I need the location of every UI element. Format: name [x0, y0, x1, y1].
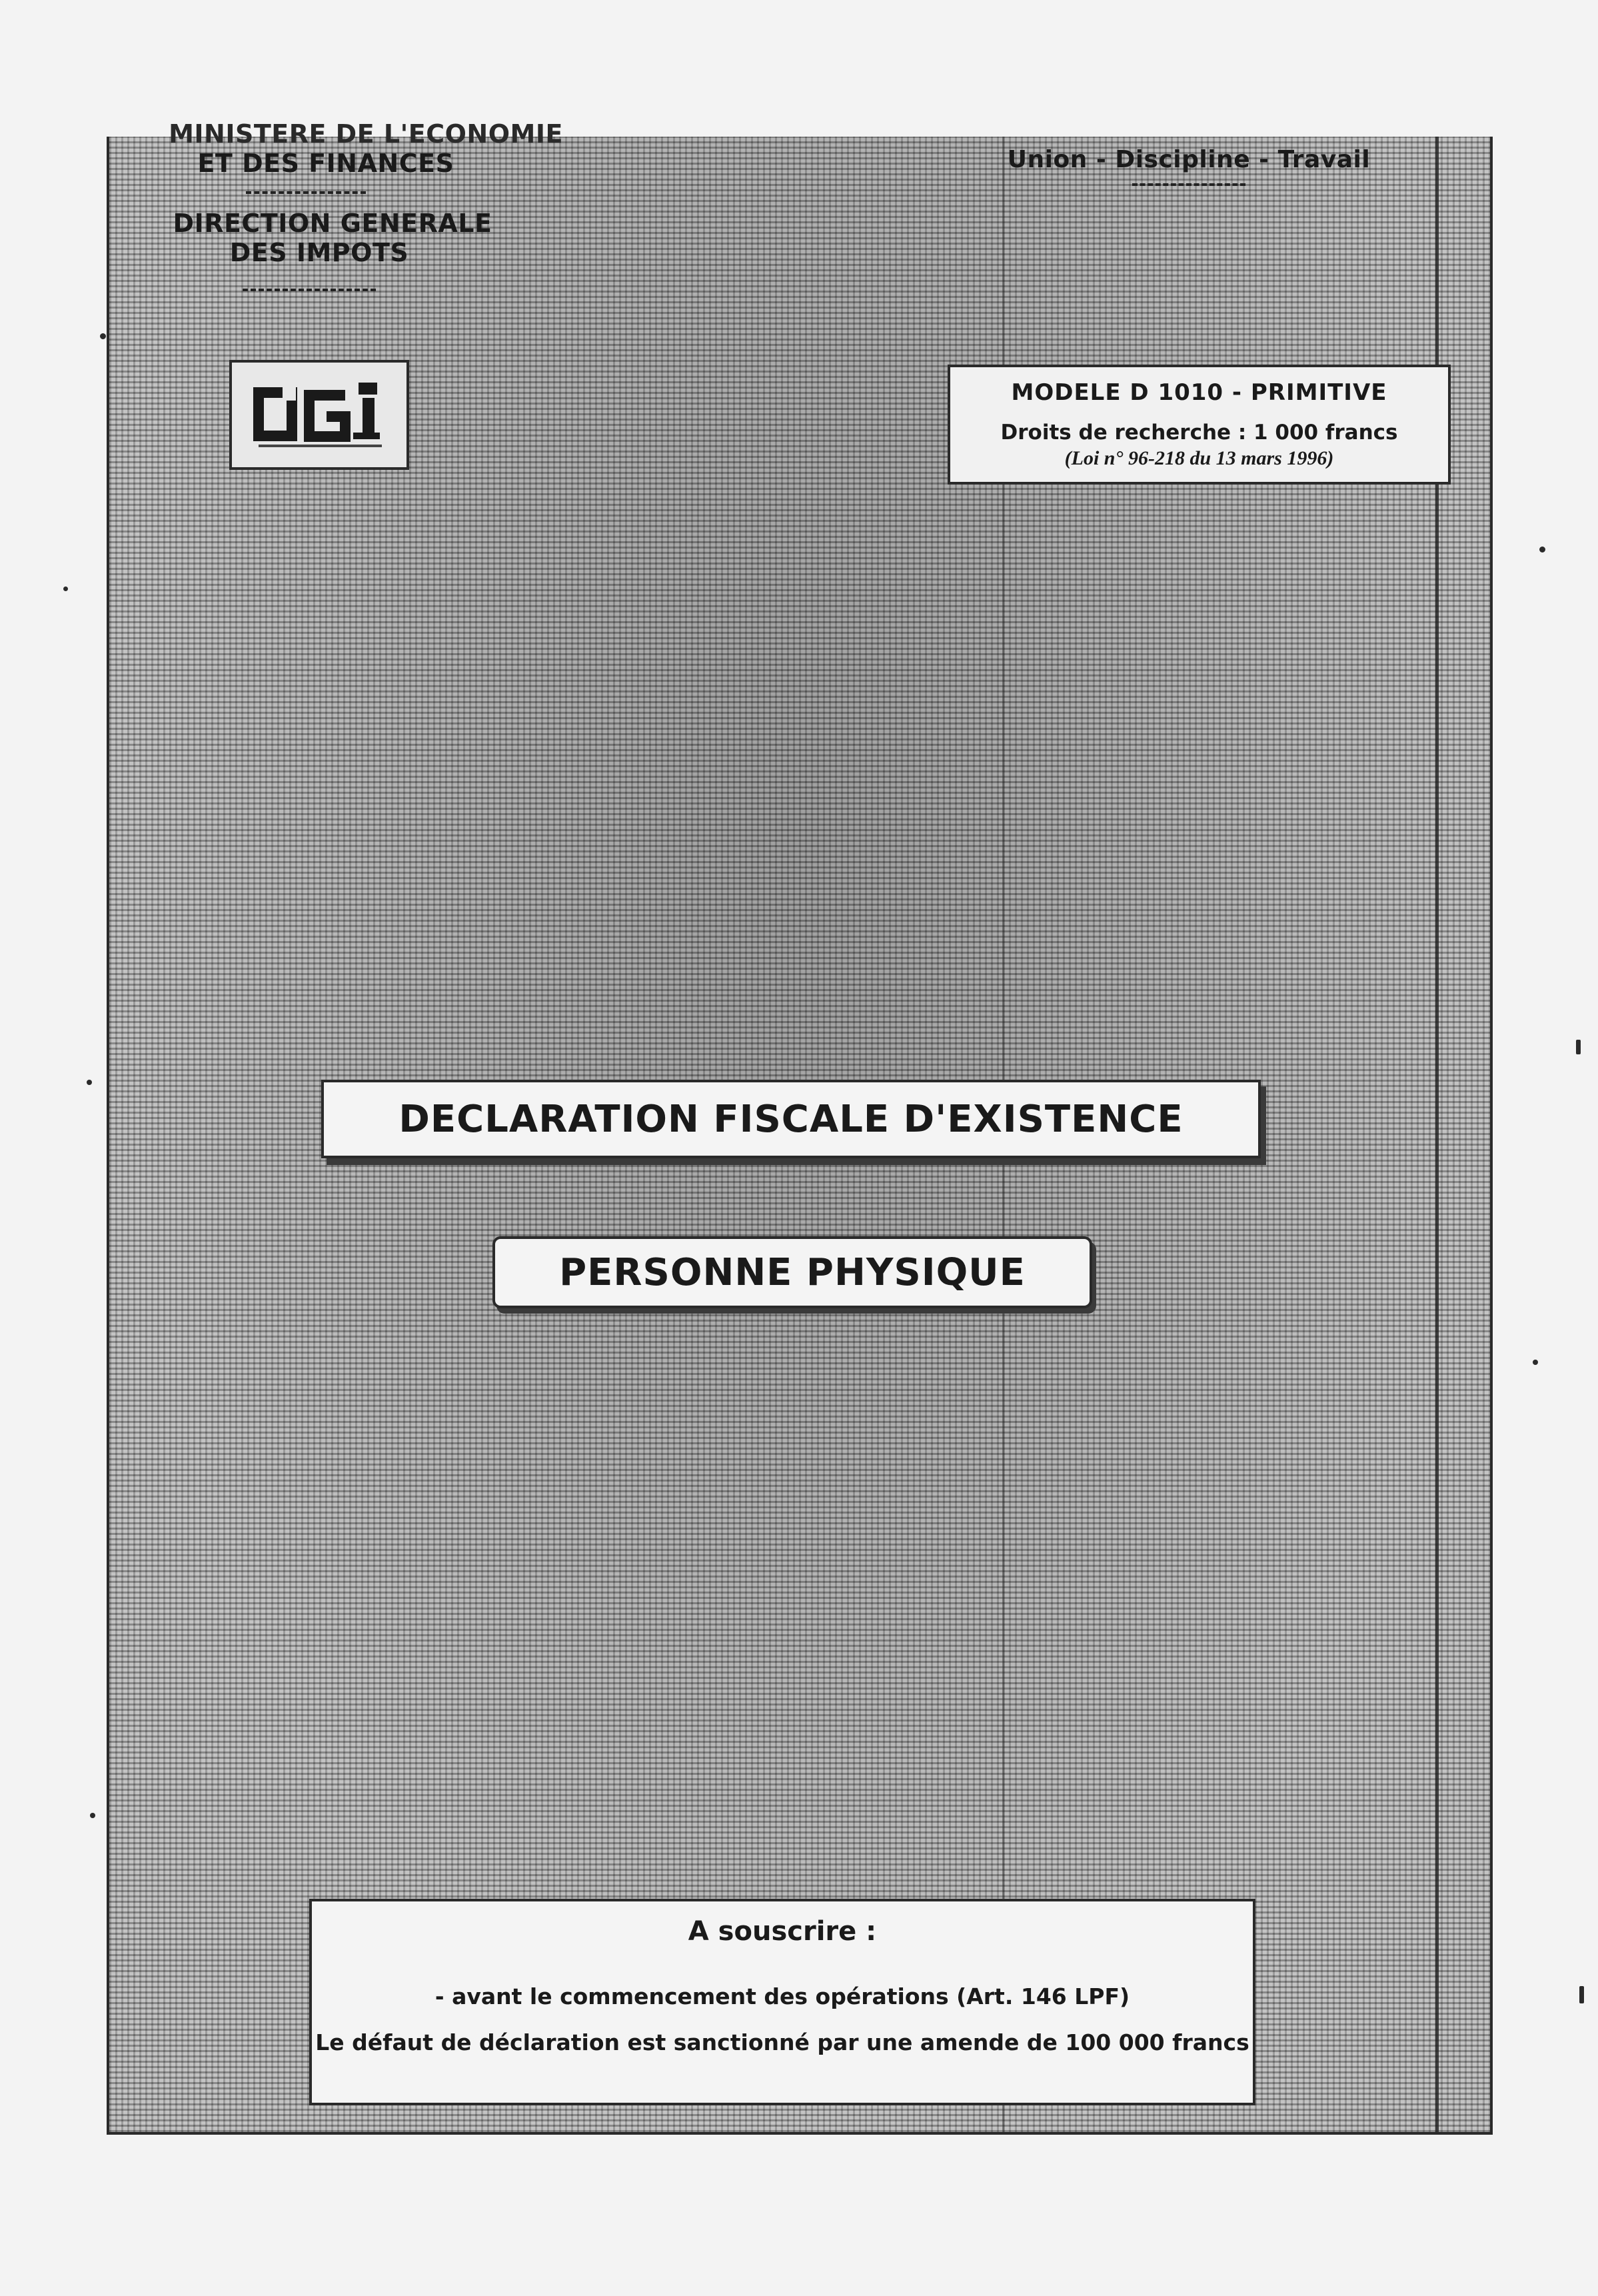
subtitle: PERSONNE PHYSIQUE — [559, 1250, 1026, 1294]
notice-line-penalty: Le défaut de déclaration est sanctionné par une amende de 100 000 francs — [315, 2029, 1249, 2055]
scan-speck — [87, 1080, 92, 1085]
ministry-name: ET DES FINANCES — [197, 149, 454, 178]
scan-speck — [63, 586, 68, 591]
header-divider — [243, 289, 376, 291]
scan-speck — [90, 1813, 95, 1818]
notice-line-deadline: - avant le commencement des opérations (Art. 146 LPF) — [434, 1983, 1130, 2009]
main-title: DECLARATION FISCALE D'EXISTENCE — [399, 1097, 1184, 1141]
scan-speck — [1539, 547, 1545, 553]
form-model-box — [948, 365, 1451, 485]
ministry-cut-line: MINISTERE DE L'ECONOMIE — [169, 119, 563, 149]
scan-speck — [1579, 1986, 1584, 2003]
scan-speck — [1576, 1040, 1581, 1054]
form-cover-area — [107, 119, 1493, 2135]
notice-box — [309, 1899, 1255, 2105]
notice-heading: A souscrire : — [688, 1916, 877, 1947]
scan-speck — [1533, 1360, 1538, 1365]
national-motto: Union - Discipline - Travail — [1007, 146, 1371, 173]
main-title-box — [321, 1080, 1261, 1158]
dgi-logo — [229, 360, 409, 470]
header-divider — [246, 191, 366, 194]
direction-line-2: DES IMPOTS — [229, 238, 409, 267]
search-fee: Droits de recherche : 1 000 francs — [1000, 421, 1398, 445]
motto-divider — [1132, 183, 1245, 186]
scan-speck — [100, 333, 106, 339]
subtitle-box — [492, 1236, 1092, 1308]
dgi-logo-icon — [252, 379, 389, 453]
form-model-title: MODELE D 1010 - PRIMITIVE — [1011, 379, 1387, 406]
law-reference: (Loi n° 96-218 du 13 mars 1996) — [1064, 447, 1334, 469]
direction-line-1: DIRECTION GENERALE — [173, 209, 492, 238]
